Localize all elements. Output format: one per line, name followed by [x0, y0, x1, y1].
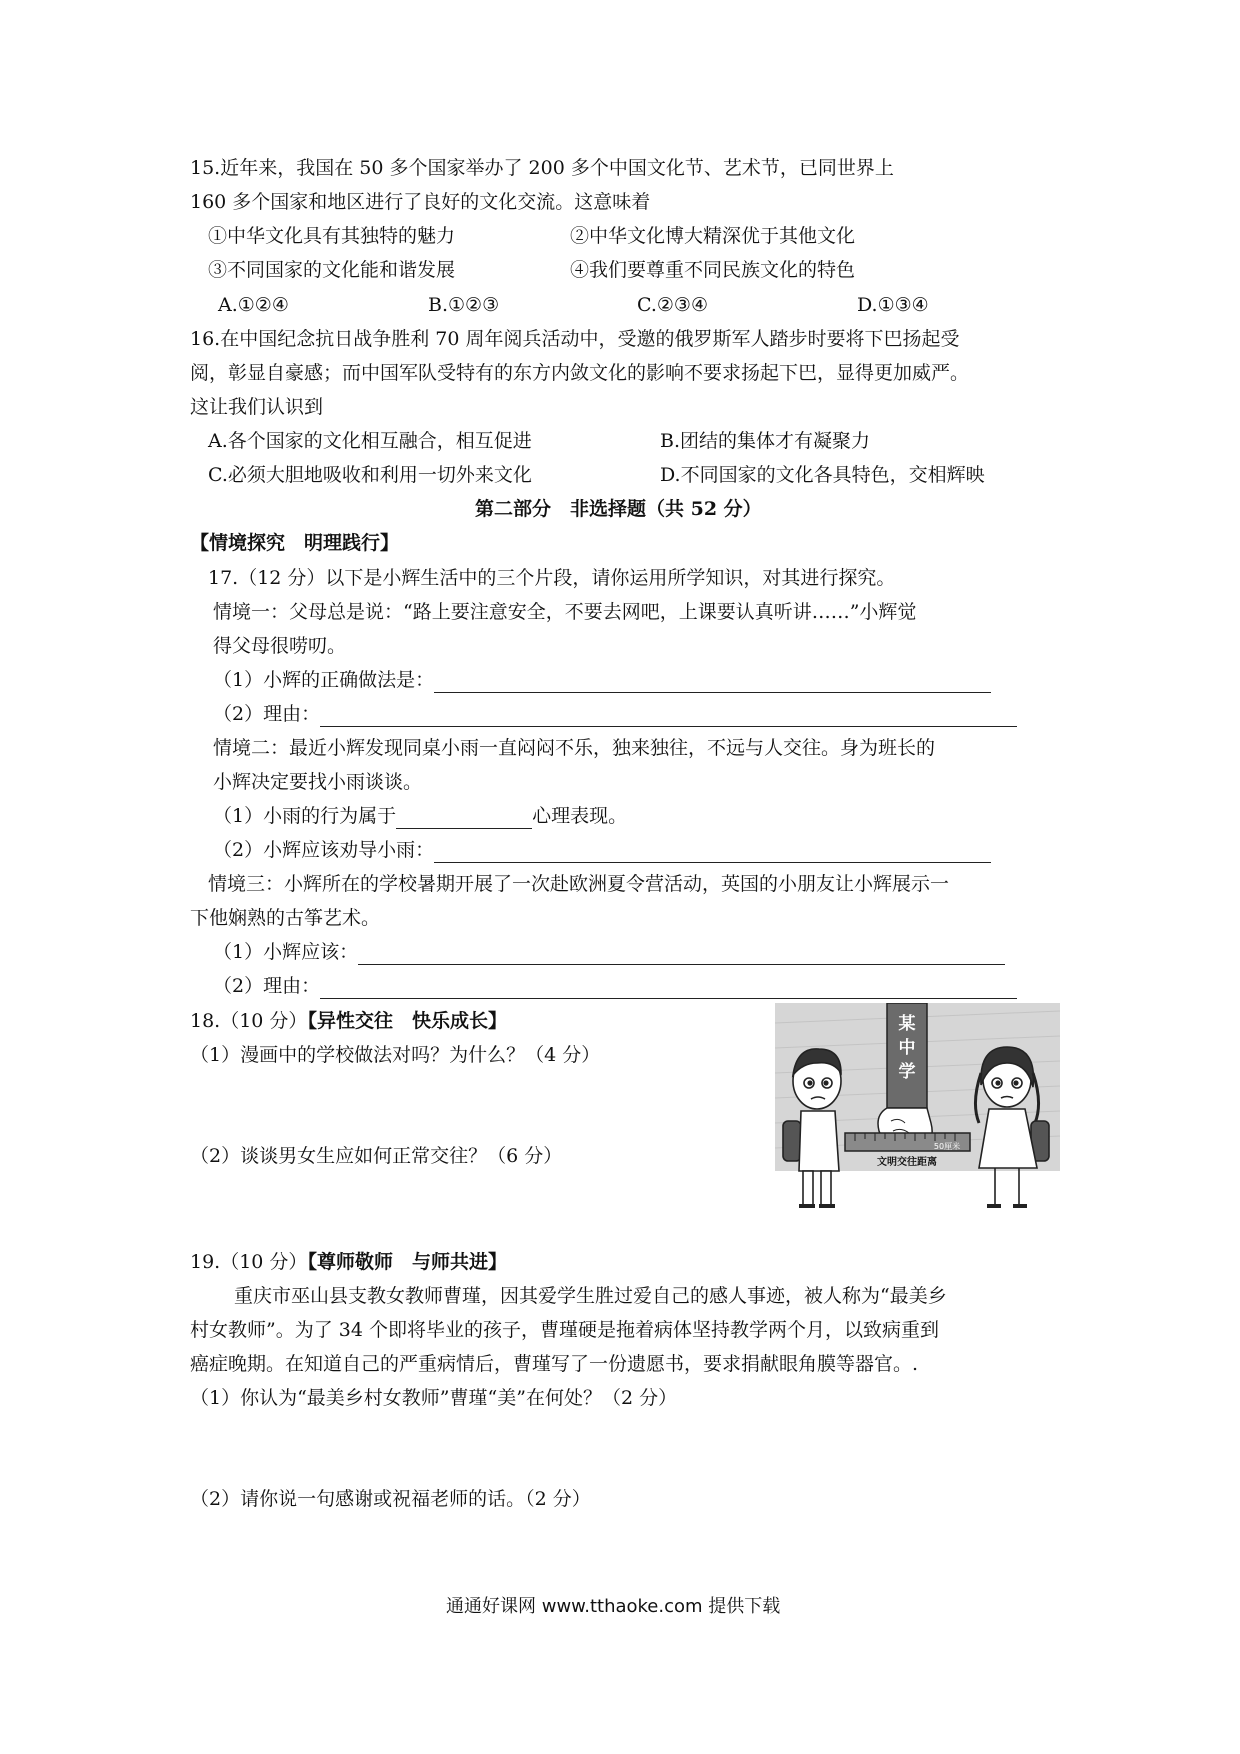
q17-s3-question1 [213, 939, 1005, 965]
q16-option-d: D.不同国家的文化各具特色，交相辉映 [660, 464, 985, 486]
q17-scenario2-line1: 情境二：最近小辉发现同桌小雨一直闷闷不乐，独来独往，不远与人交往。身为班长的 [213, 737, 936, 759]
sign-char: 某 [898, 1014, 916, 1034]
q17-s1-question2 [213, 701, 1017, 727]
q18-title-section: 【异性交往 快乐成长】 [307, 1010, 507, 1032]
q16-option-c: C.必须大胆地吸收和利用一切外来文化 [208, 464, 532, 486]
sign-char: 学 [898, 1062, 916, 1082]
footer-credit: 通通好课网 www.tthaoke.com 提供下载 [446, 1596, 781, 1617]
q15-option-d: D.①③④ [857, 294, 929, 316]
ruler-caption: 文明交往距离 [877, 1157, 937, 1168]
answer-blank[interactable] [320, 978, 1017, 999]
q15-stem-line1: 15.近年来，我国在 50 多个国家举办了 200 多个中国文化节、艺术节，已同世界上 [190, 157, 894, 179]
q19-question2: （2）请你说一句感谢或祝福老师的话。（2 分） [190, 1488, 591, 1510]
q19-paragraph-line3: 癌症晚期。在知道自己的严重病情后，曹瑾写了一份遗愿书，要求捐献眼角膜等器官。. [190, 1353, 919, 1375]
answer-blank[interactable] [396, 808, 532, 829]
q16-option-b: B.团结的集体才有凝聚力 [660, 430, 871, 452]
q19-title [190, 1249, 507, 1275]
q17-scenario1-line1: 情境一：父母总是说：“路上要注意安全，不要去网吧，上课要认真听讲……”小辉觉 [213, 601, 917, 623]
q17-s2-question1 [213, 803, 627, 829]
q17-scenario3-line1: 情境三：小辉所在的学校暑期开展了一次赴欧洲夏令营活动，英国的小朋友让小辉展示一 [208, 873, 950, 895]
q15-statement-2: ②中华文化博大精深优于其他文化 [570, 225, 856, 247]
q15-statement-4: ④我们要尊重不同民族文化的特色 [570, 259, 856, 281]
cartoon-illustration [775, 1003, 1060, 1228]
q17-s1-q1-label: （1）小辉的正确做法是： [213, 669, 435, 691]
q17-s2-q1-pre: （1）小雨的行为属于 [213, 805, 397, 827]
q19-title-num: 19.（10 分） [190, 1251, 308, 1273]
q17-s1-question1 [213, 667, 991, 693]
q15-option-c: C.②③④ [637, 294, 708, 316]
q19-title-section: 【尊师敬师 与师共进】 [307, 1251, 507, 1273]
section-title: 【情境探究 明理践行】 [190, 532, 400, 554]
q17-s2-q1-post: 心理表现。 [532, 805, 628, 827]
q17-scenario1-line2: 得父母很唠叨。 [213, 635, 347, 657]
answer-blank[interactable] [434, 672, 991, 693]
q17-s3-q1-label: （1）小辉应该： [213, 941, 359, 963]
q15-option-b: B.①②③ [428, 294, 500, 316]
q18-question2: （2）谈谈男女生应如何正常交往？（6 分） [190, 1145, 563, 1167]
q17-s2-question2 [213, 837, 991, 863]
ruler-mark: 50厘米 [933, 1142, 961, 1151]
sign-char: 中 [898, 1038, 916, 1058]
q15-stem-line2: 160 多个国家和地区进行了良好的文化交流。这意味着 [190, 191, 651, 213]
q16-stem-line2: 阅，彰显自豪感；而中国军队受特有的东方内敛文化的影响不要求扬起下巴，显得更加威严。 [190, 362, 970, 384]
q17-intro: 17.（12 分）以下是小辉生活中的三个片段，请你运用所学知识，对其进行探究。 [208, 567, 896, 589]
answer-blank[interactable] [320, 706, 1017, 727]
q18-question1: （1）漫画中的学校做法对吗？为什么？（4 分） [190, 1044, 601, 1066]
q17-s2-q2-label: （2）小辉应该劝导小雨： [213, 839, 435, 861]
q16-stem-line3: 这让我们认识到 [190, 396, 324, 418]
q15-option-a: A.①②④ [218, 294, 289, 316]
part2-title: 第二部分 非选择题（共 52 分） [475, 498, 762, 520]
q17-s1-q2-label: （2）理由： [213, 703, 321, 725]
answer-blank[interactable] [434, 842, 991, 863]
q19-paragraph-line2: 村女教师”。为了 34 个即将毕业的孩子，曹瑾硬是拖着病体坚持教学两个月，以致病重到 [190, 1319, 939, 1341]
q16-option-a: A.各个国家的文化相互融合，相互促进 [208, 430, 532, 452]
q19-question1: （1）你认为“最美乡村女教师”曹瑾“美”在何处？（2 分） [190, 1387, 678, 1409]
answer-blank[interactable] [358, 944, 1005, 965]
q17-scenario2-line2: 小辉决定要找小雨谈谈。 [213, 771, 423, 793]
q17-scenario3-line2: 下他娴熟的古筝艺术。 [190, 907, 381, 929]
q17-s3-question2 [213, 973, 1017, 999]
q16-stem-line1: 16.在中国纪念抗日战争胜利 70 周年阅兵活动中，受邀的俄罗斯军人踏步时要将下巴扬起受 [190, 328, 960, 350]
q15-statement-3: ③不同国家的文化能和谐发展 [208, 259, 456, 281]
q18-title [190, 1008, 507, 1034]
q17-s3-q2-label: （2）理由： [213, 975, 321, 997]
q18-title-num: 18.（10 分） [190, 1010, 308, 1032]
q19-paragraph-line1: 重庆市巫山县支教女教师曹瑾，因其爱学生胜过爱自己的感人事迹，被人称为“最美乡 [234, 1285, 947, 1307]
q15-statement-1: ①中华文化具有其独特的魅力 [208, 225, 456, 247]
